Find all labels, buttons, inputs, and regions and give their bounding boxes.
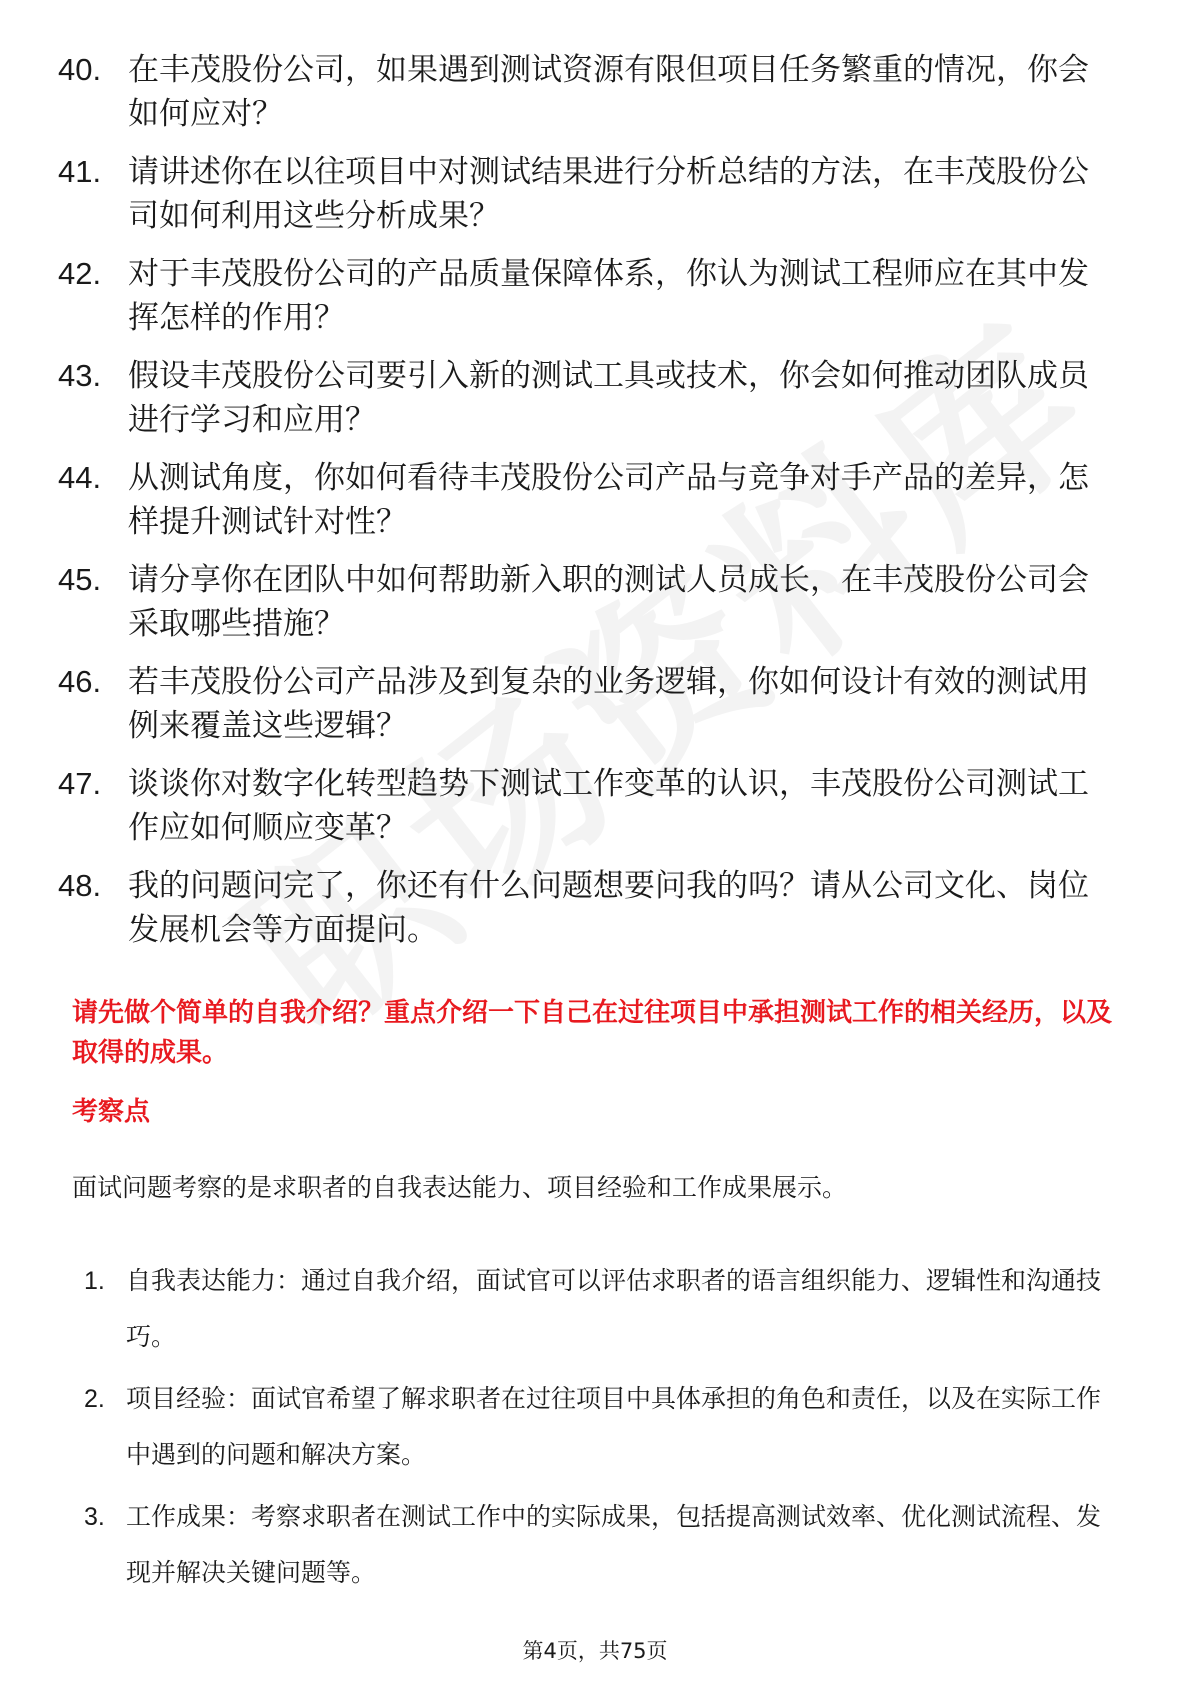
question-number: 46. <box>58 664 102 699</box>
question-text: 我的问题问完了，你还有什么问题想要问我的吗？请从公司文化、岗位发展机会等方面提问。 <box>128 868 1089 948</box>
question-number: 43. <box>58 358 102 393</box>
question-number: 40. <box>58 52 102 87</box>
highlighted-question: 请先做个简单的自我介绍？重点介绍一下自己在过往项目中承担测试工作的相关经历，以及取得的成果。 <box>72 998 1113 1068</box>
evaluation-point <box>84 1253 1124 1365</box>
point-text: 自我表达能力：通过自我介绍，面试官可以评估求职者的语言组织能力、逻辑性和沟通技巧。 <box>126 1266 1102 1351</box>
question-text: 请分享你在团队中如何帮助新入职的测试人员成长，在丰茂股份公司会采取哪些措施？ <box>128 562 1089 642</box>
question-item <box>58 252 1118 340</box>
question-item <box>58 558 1118 646</box>
point-number: 2. <box>84 1385 105 1413</box>
question-number: 41. <box>58 154 102 189</box>
question-text: 对于丰茂股份公司的产品质量保障体系，你认为测试工程师应在其中发挥怎样的作用？ <box>128 256 1089 336</box>
evaluation-point <box>84 1371 1124 1483</box>
question-text: 谈谈你对数字化转型趋势下测试工作变革的认识，丰茂股份公司测试工作应如何顺应变革？ <box>128 766 1089 846</box>
question-number: 45. <box>58 562 102 597</box>
question-list <box>58 48 1118 966</box>
question-number: 44. <box>58 460 102 495</box>
question-item <box>58 150 1118 238</box>
question-number: 42. <box>58 256 102 291</box>
point-number: 3. <box>84 1503 105 1531</box>
question-number: 48. <box>58 868 102 903</box>
question-text: 请讲述你在以往项目中对测试结果进行分析总结的方法，在丰茂股份公司如何利用这些分析成果？ <box>128 154 1089 234</box>
point-text: 项目经验：面试官希望了解求职者在过往项目中具体承担的角色和责任，以及在实际工作中遇到的问题和解决方案。 <box>126 1384 1102 1469</box>
point-number: 1. <box>84 1267 105 1295</box>
question-item <box>58 48 1118 136</box>
question-text: 若丰茂股份公司产品涉及到复杂的业务逻辑，你如何设计有效的测试用例来覆盖这些逻辑？ <box>128 664 1089 744</box>
question-item <box>58 456 1118 544</box>
evaluation-point <box>84 1489 1124 1601</box>
question-text: 在丰茂股份公司，如果遇到测试资源有限但项目任务繁重的情况，你会如何应对？ <box>128 52 1089 132</box>
question-item <box>58 660 1118 748</box>
point-text: 工作成果：考察求职者在测试工作中的实际成果，包括提高测试效率、优化测试流程、发现并解决关键问题等。 <box>126 1502 1102 1587</box>
question-item <box>58 762 1118 850</box>
section-label: 考察点 <box>72 1097 151 1127</box>
page-footer: 第4页，共75页 <box>522 1639 668 1663</box>
question-text: 假设丰茂股份公司要引入新的测试工具或技术，你会如何推动团队成员进行学习和应用？ <box>128 358 1089 438</box>
question-number: 47. <box>58 766 102 801</box>
evaluation-points <box>84 1253 1124 1607</box>
question-text: 从测试角度，你如何看待丰茂股份公司产品与竞争对手产品的差异，怎样提升测试针对性？ <box>128 460 1089 540</box>
question-item <box>58 864 1118 952</box>
intro-paragraph: 面试问题考察的是求职者的自我表达能力、项目经验和工作成果展示。 <box>72 1173 848 1202</box>
question-item <box>58 354 1118 442</box>
